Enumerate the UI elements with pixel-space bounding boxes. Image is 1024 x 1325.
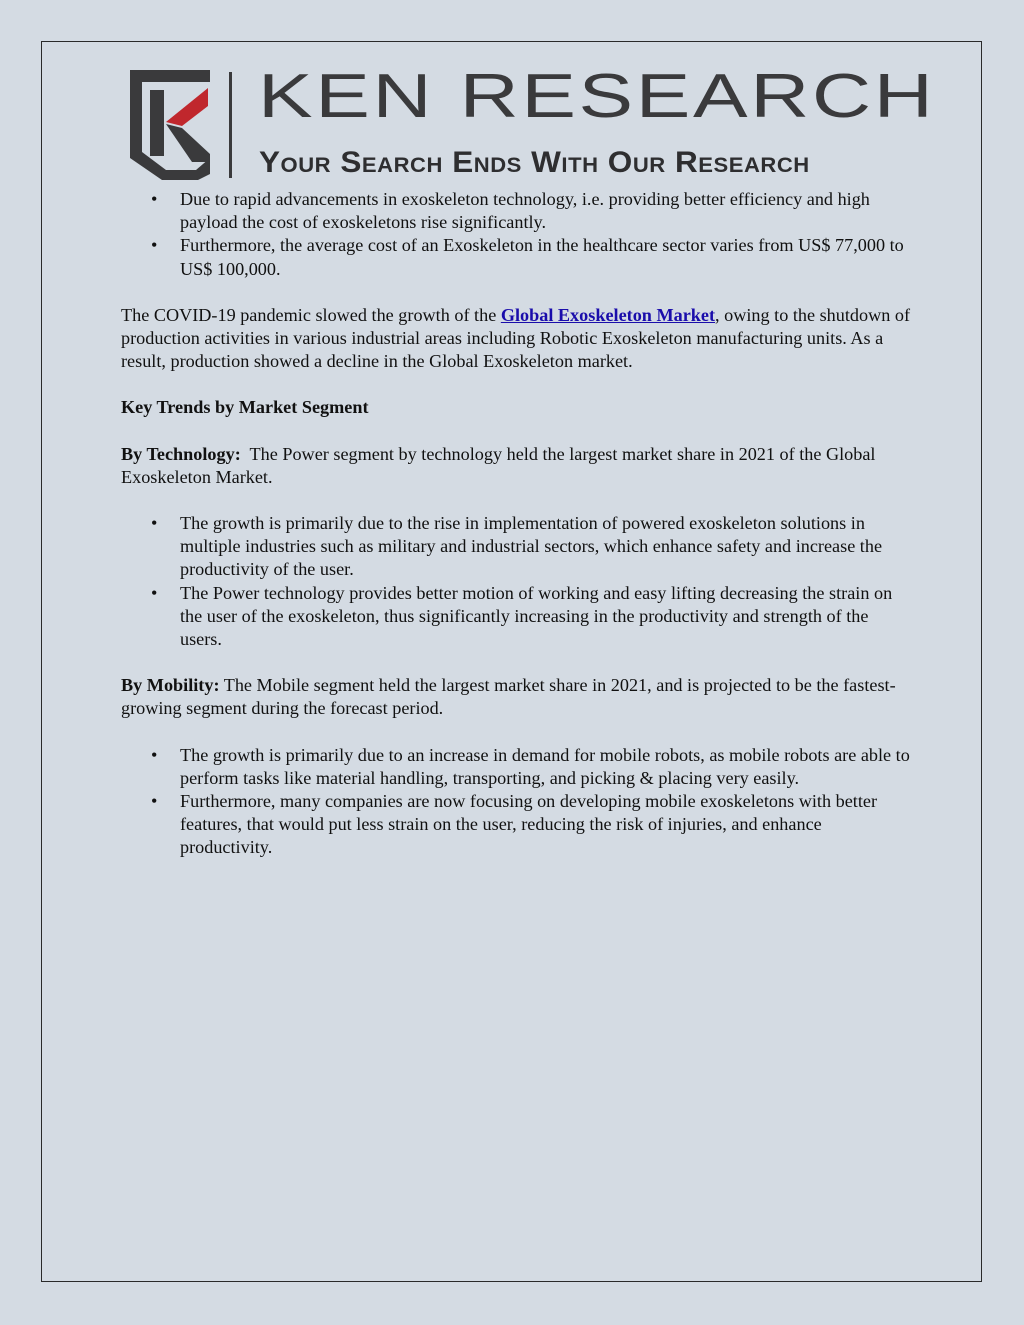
technology-bullet-list bbox=[121, 512, 911, 651]
mobility-bullet-list bbox=[121, 744, 911, 860]
list-item: • Furthermore, many companies are now focusing on developing mobile exoskeletons with better features, that would put less strain on the user, reducing the risk of injuries, and enhance productivity. bbox=[121, 790, 911, 860]
technology-label: By Technology: bbox=[121, 443, 241, 464]
mobility-label: By Mobility: bbox=[121, 675, 220, 696]
logo-wordmark: KEN RESEARCH bbox=[258, 62, 936, 131]
covid-text-after: , owing to the shutdown of production activities in various industrial areas including Robotic Exoskeleton manufacturing units. As a result, production showed a decline in the Global Exoskeleton market. bbox=[121, 304, 911, 372]
technology-text: The Power segment by technology held the largest market share in 2021 of the Global Exoskeleton Market. bbox=[121, 443, 881, 487]
document-body bbox=[121, 188, 911, 860]
list-item: • The Power technology provides better motion of working and easy lifting decreasing the strain on the user of the exoskeleton, thus significantly increasing in the productivity and strength of the users. bbox=[121, 582, 911, 652]
global-exoskeleton-market-link[interactable]: Global Exoskeleton Market bbox=[500, 304, 716, 325]
covid-paragraph bbox=[121, 304, 911, 374]
list-item: • The growth is primarily due to the rise in implementation of powered exoskeleton solutions in multiple industries such as military and industrial sectors, which enhance safety and increase the productivity of the user. bbox=[121, 512, 911, 582]
mobility-paragraph bbox=[121, 674, 911, 720]
ken-research-logo-icon bbox=[126, 66, 238, 184]
technology-paragraph bbox=[121, 443, 911, 489]
cost-bullet-list bbox=[121, 188, 911, 281]
logo-tagline: Your Search Ends With Our Research bbox=[259, 146, 810, 179]
ken-research-logo bbox=[126, 62, 936, 184]
list-item: • Furthermore, the average cost of an Exoskeleton in the healthcare sector varies from US$ 77,000 to US$ 100,000. bbox=[121, 234, 911, 280]
list-item: • The growth is primarily due to an increase in demand for mobile robots, as mobile robots are able to perform tasks like material handling, transporting, and picking & placing very easily. bbox=[121, 744, 911, 790]
mobility-text: The Mobile segment held the largest market share in 2021, and is projected to be the fastest-growing segment during the forecast period. bbox=[121, 675, 896, 719]
list-item: • Due to rapid advancements in exoskeleton technology, i.e. providing better efficiency and high payload the cost of exoskeletons rise significantly. bbox=[121, 188, 911, 234]
key-trends-heading: Key Trends by Market Segment bbox=[121, 397, 369, 418]
covid-text-before: The COVID-19 pandemic slowed the growth of the bbox=[121, 304, 501, 325]
